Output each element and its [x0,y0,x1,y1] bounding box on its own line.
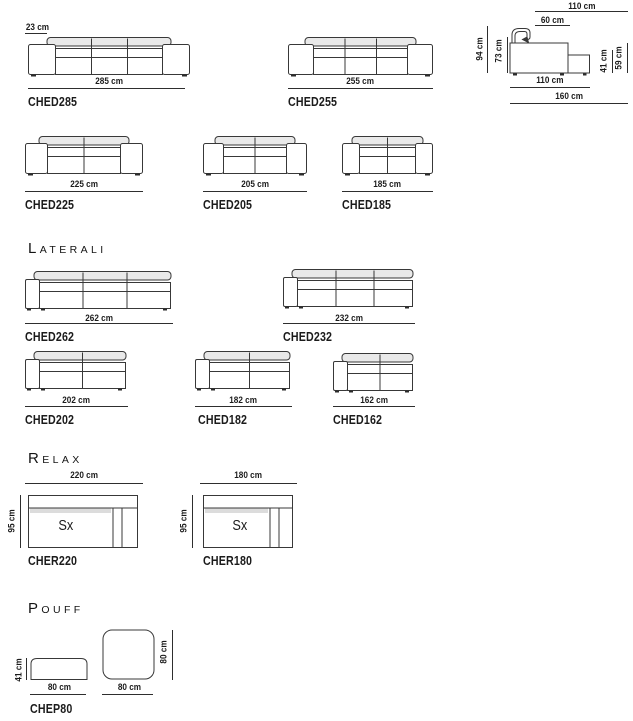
dim-label-width: 225 cm [70,179,98,190]
section-title-laterali: LATERALI [28,240,107,257]
figure-ched205 [203,135,307,213]
dim-label-width: 205 cm [241,179,269,190]
dimension-line [283,323,415,324]
dim-label-width: 220 cm [70,470,98,481]
product-code: CHED205 [203,197,253,212]
figure-ched162 [333,352,415,428]
product-code: CHED185 [342,197,392,212]
product-code: CHER180 [203,553,253,568]
dim-label-left-inner-height: 73 cm [493,39,505,63]
dimension-line [333,406,415,407]
product-code: CHEP80 [30,701,73,716]
dimension-line [25,191,143,192]
dim-label-height: 41 cm [13,658,25,682]
dimension-line [26,658,27,680]
figure-cher220 [6,470,143,570]
product-code: CHED202 [25,412,75,427]
figure-side-view [476,0,633,106]
figure-chep80 [14,629,184,719]
figure-ched255 [288,34,433,114]
dim-label-depth: 80 cm [158,640,170,664]
sofa-laterale-2seat-drawing [333,352,415,393]
product-code: CHED285 [28,94,78,109]
sofa-front-3seat-drawing [288,36,433,78]
side-label: Sx [58,517,74,534]
dimension-line [195,406,292,407]
product-code: CHED162 [333,412,383,427]
dim-label-back-depth: 60 cm [540,15,565,26]
pouf-top-view-drawing [102,629,155,680]
dimension-line [203,191,307,192]
figure-ched262 [25,270,173,346]
pouf-front-view-drawing [30,657,88,680]
product-code: CHER220 [28,553,78,568]
dimension-line [487,26,488,73]
dimension-line [200,483,297,484]
section-title-pouff: POUFF [28,600,84,617]
dim-label-width: 162 cm [360,395,388,406]
dim-label-bottom-inner-depth: 110 cm [536,75,564,86]
side-label: Sx [232,517,248,534]
dim-label-width: 202 cm [62,395,91,406]
figure-ched202 [25,350,128,428]
dim-label-width: 285 cm [95,76,123,87]
sofa-laterale-3seat-drawing [25,270,173,311]
product-code: CHED232 [283,329,333,344]
dimension-line [25,483,143,484]
product-code: CHED225 [25,197,75,212]
dim-label-depth: 95 cm [6,509,18,533]
dim-label-width: 255 cm [346,76,375,87]
dimension-line [30,694,86,695]
sofa-front-2seat-drawing [342,135,433,177]
section-title-relax: RELAX [28,450,83,467]
dim-label-width: 80 cm [117,682,141,693]
dimension-line [510,87,590,88]
dimension-line [20,495,21,548]
dim-label-width: 232 cm [335,313,363,324]
figure-ched232 [283,270,415,346]
dimension-line [627,43,628,73]
dim-label-width: 182 cm [229,395,258,406]
dim-label-depth: 95 cm [178,509,190,533]
dim-label-left-outer-height: 94 cm [474,37,486,61]
sofa-laterale-2seat-drawing [195,350,292,391]
sofa-side-drawing [508,25,590,77]
dim-label-right-outer-height: 59 cm [613,46,625,70]
figure-ched185 [342,135,433,213]
sofa-laterale-2seat-drawing [25,350,128,391]
product-code: CHED182 [198,412,248,427]
dimension-line [25,323,173,324]
dimension-line [535,11,628,12]
dim-label-width: 262 cm [85,313,113,324]
dim-label-thickness: 23 cm [25,22,50,33]
sofa-front-2seat-drawing [203,135,307,177]
product-code: CHED262 [25,329,75,344]
dimension-line [192,495,193,548]
figure-ched225 [25,135,143,213]
sofa-front-2seat-drawing [25,135,143,177]
figure-ched182 [195,350,292,428]
dim-label-width: 185 cm [373,179,402,190]
figure-cher180 [178,470,297,570]
dimension-line [25,406,128,407]
dim-label-right-inner-height: 41 cm [598,49,610,73]
dim-label-width: 80 cm [47,682,71,693]
dimension-line [102,694,153,695]
dimension-line [342,191,433,192]
dim-label-bottom-outer-depth: 160 cm [555,91,583,102]
sofa-front-3seat-drawing [28,36,190,78]
dim-label-top-width: 110 cm [567,1,596,12]
dimension-line [28,88,185,89]
dimension-line [25,33,47,34]
sofa-laterale-3seat-drawing [283,268,415,309]
dimension-line [510,103,628,104]
product-code: CHED255 [288,94,338,109]
figure-ched285 [25,22,190,112]
dimension-line [172,630,173,680]
dim-label-width: 180 cm [234,470,263,481]
dimension-line [288,88,433,89]
